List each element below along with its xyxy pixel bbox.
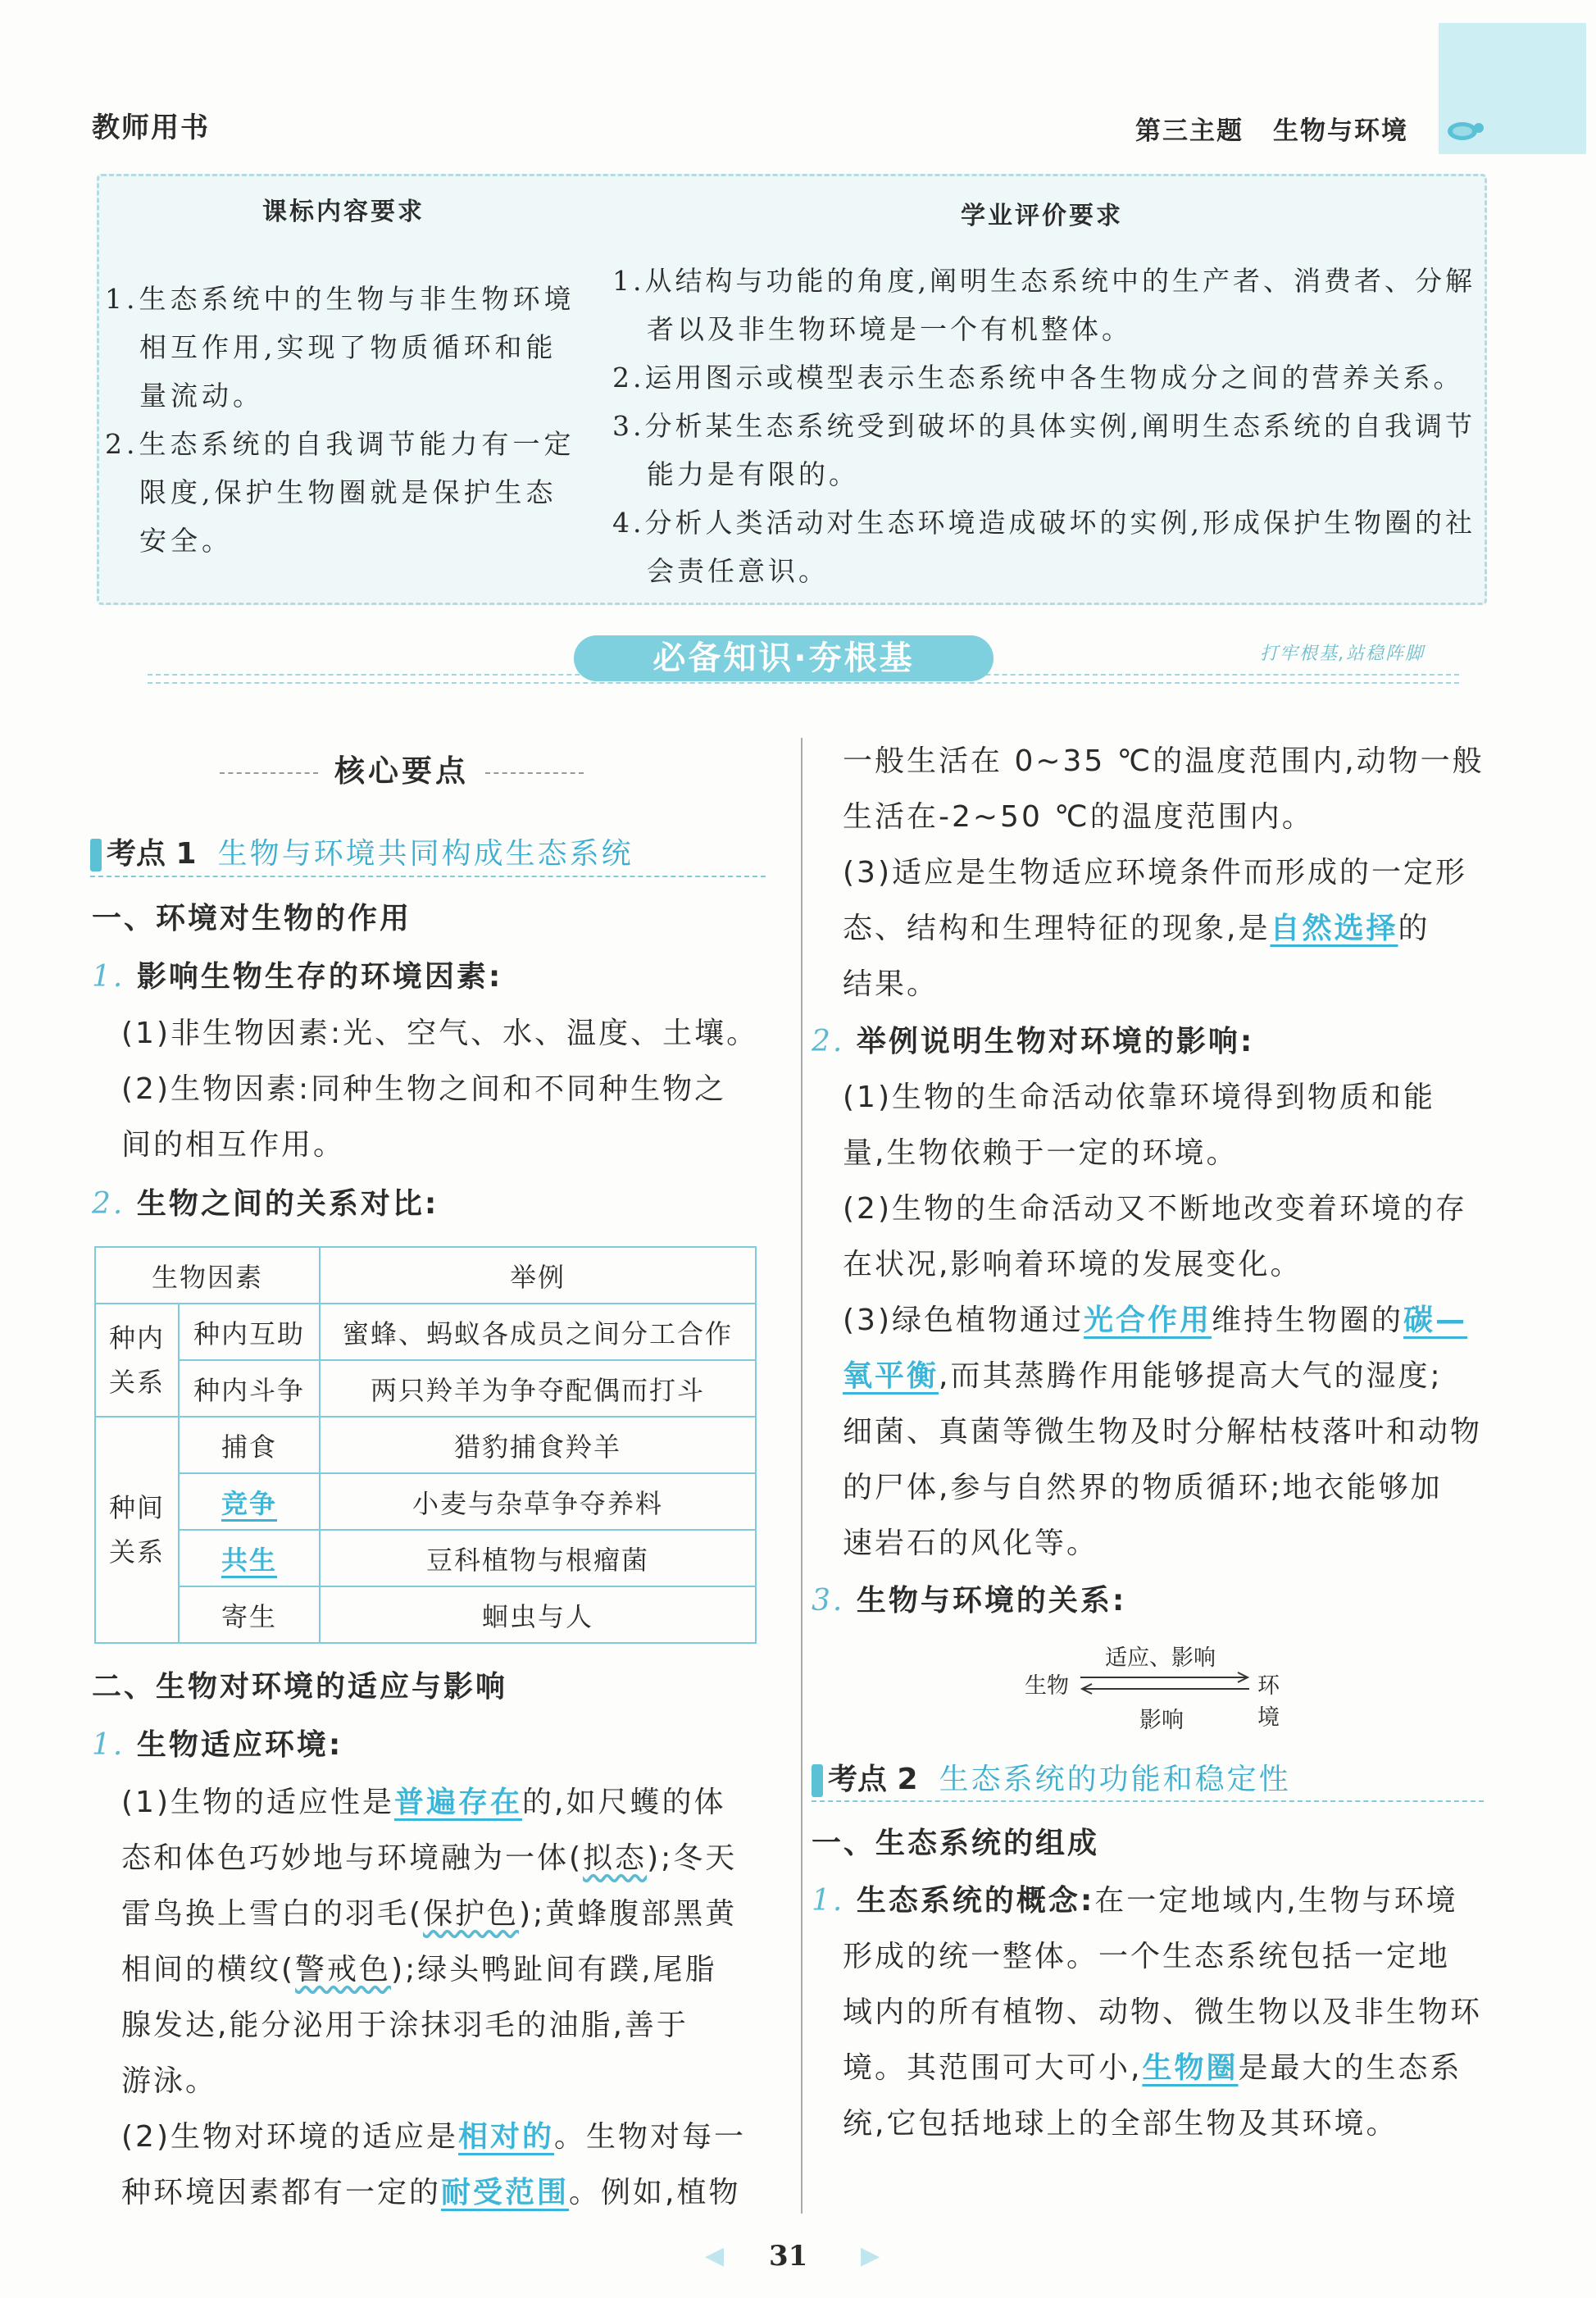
keyword: 光合作用 [1084,1304,1212,1337]
list-item: 2.生态系统的自我调节能力有一定限度,保护生物圈就是保护生态安全。 [105,428,575,557]
paragraph-line: 速岩石的风化等。 [843,1527,1099,1560]
table-row [95,1247,756,1304]
item-heading [812,1018,1254,1060]
text-span: ,而其蒸腾作用能够提高大气的湿度; [939,1359,1443,1393]
diagram-right-label: 环境 [1257,1673,1280,1731]
keyword: 碳— [1403,1304,1468,1337]
item-number: 2. [812,1025,845,1058]
keyword: 耐受范围 [441,2176,570,2209]
table-row [95,1530,756,1586]
paragraph-line: 游泳。 [121,2064,218,2098]
item-number: 1. [92,1728,125,1762]
list-item: 3.分析某生态系统受到破坏的具体实例,阐明生态系统的自我调节能力是有限的。 [612,410,1476,490]
text-span: );冬天 [647,1841,738,1875]
paragraph-line: (2)生物的生命活动又不断地改变着环境的存 [843,1192,1467,1226]
paragraph-line: 一般生活在 0~35 ℃的温度范围内,动物一般 [843,744,1485,778]
kp-marker-icon [90,839,102,871]
paragraph-line: (1)非生物因素:光、空气、水、温度、土壤。 [121,1017,759,1050]
diagram-left-label: 生物 [1025,1673,1069,1699]
table-cell: 寄生 [179,1586,320,1643]
paragraph-line [121,1946,717,1988]
paragraph-line: 细菌、真菌等微生物及时分解枯枝落叶和动物 [843,1415,1483,1449]
kp1-rule [90,876,766,877]
paragraph-line [843,1353,1443,1395]
chapter-label [1135,110,1408,147]
text-span: 是最大的生态系 [1238,2051,1462,2085]
relationship-table [94,1246,757,1644]
paragraph-line: 的尸体,参与自然界的物质循环;地衣能够加 [843,1471,1443,1504]
table-cell: 小麦与杂草争夺养料 [320,1473,756,1530]
text-span: 的 [1398,912,1430,945]
text-span: (1)生物的适应性是 [121,1786,394,1819]
paragraph-line: 腺发达,能分泌用于涂抹羽毛的油脂,善于 [121,2009,689,2042]
text-span: 境。其范围可大可小, [843,2051,1143,2085]
list-item: 1.生态系统中的生物与非生物环境相互作用,实现了物质循环和能量流动。 [105,283,575,412]
kp2-heading [812,1756,1291,1798]
item-title: 影响生物生存的环境因素: [136,960,503,994]
table-group-cell: 种内关系 [95,1304,179,1417]
item-heading [92,1722,343,1763]
theme-label: 第三主题 [1135,116,1244,146]
table-cell-answer: 竞争 [179,1473,320,1530]
paragraph-line: 生活在-2~50 ℃的温度范围内。 [843,800,1314,834]
item-title: 举例说明生物对环境的影响: [856,1025,1255,1058]
paragraph-line: 间的相互作用。 [121,1128,346,1162]
item-number: 3. [812,1584,845,1618]
item-title: 生物与环境的关系: [856,1584,1127,1618]
paragraph-line: 形成的统一整体。一个生态系统包括一定地 [843,1940,1451,1973]
section-heading: 二、生物对环境的适应与影响 [92,1670,508,1704]
table-cell: 豆科植物与根瘤菌 [320,1530,756,1586]
item-title: 生态系统的概念: [856,1884,1095,1918]
table-cell: 蜜蜂、蚂蚁各成员之间分工合作 [320,1304,756,1360]
keyword: 生物圈 [1142,2051,1239,2085]
banner-title: 必备知识·夯根基 [652,639,915,677]
item-heading [812,1577,1126,1619]
paragraph-line [843,905,1430,947]
paragraph-line [121,1835,737,1877]
kp2-title: 生态系统的功能和稳定性 [939,1763,1291,1796]
keyword: 保护色 [423,1897,520,1931]
evaluation-requirements-list [612,257,1480,595]
text-span: 。生物对每一 [554,2120,747,2154]
section-heading: 一、环境对生物的作用 [92,902,412,935]
keyword: 拟态 [583,1841,648,1875]
text-span: (3)绿色植物通过 [843,1304,1084,1337]
item-title: 生物之间的关系对比: [136,1187,439,1221]
item-title: 生物适应环境: [136,1728,343,1762]
keyword: 氧平衡 [843,1359,939,1393]
item-heading [812,1877,1458,1919]
paragraph-line [121,2169,740,2211]
list-item: 1.从结构与功能的角度,阐明生态系统中的生产者、消费者、分解者以及非生物环境是一个有机整体。 [612,265,1476,345]
text-span: 雷鸟换上雪白的羽毛( [121,1897,424,1931]
keyword: 相对的 [458,2120,555,2154]
keyword: 自然选择 [1270,912,1398,945]
curriculum-requirements-title: 课标内容要求 [262,198,425,226]
table-header-cell: 举例 [320,1247,756,1304]
table-group-cell: 种间关系 [95,1417,179,1643]
text-span: );绿头鸭趾间有蹼,尾脂 [391,1953,717,1986]
table-row [95,1304,756,1360]
kp1-heading [90,830,634,872]
table-header-cell: 生物因素 [95,1247,320,1304]
keyword: 普遍存在 [394,1786,523,1819]
evaluation-requirements-title: 学业评价要求 [961,202,1123,230]
table-row [95,1417,756,1473]
kp2-rule [812,1800,1484,1802]
item-number: 2. [92,1187,125,1221]
text-span: (2)生物对环境的适应是 [121,2120,458,2154]
text-span: 在一定地域内,生物与环境 [1094,1884,1458,1918]
text-span: 相间的横纹( [121,1953,296,1986]
kp1-label: 考点 1 [107,837,197,871]
double-arrow-icon [1077,1668,1253,1700]
text-span: 。例如,植物 [569,2176,741,2209]
diagram-top-label: 适应、影响 [1105,1645,1216,1671]
paragraph-line [121,2114,746,2155]
kp2-label: 考点 2 [828,1763,918,1796]
table-cell: 捕食 [179,1417,320,1473]
table-cell: 猎豹捕食羚羊 [320,1417,756,1473]
paragraph-line [121,1891,737,1932]
paragraph-line: 结果。 [843,967,939,1001]
text-span: 态、结构和生理特征的现象,是 [843,912,1271,945]
curriculum-requirements-list [105,275,587,565]
table-cell: 种内互助 [179,1304,320,1360]
list-item: 4.分析人类活动对生态环境造成破坏的实例,形成保护生物圈的社会责任意识。 [612,507,1476,587]
table-cell: 种内斗争 [179,1360,320,1417]
paragraph-line: 量,生物依赖于一定的环境。 [843,1136,1239,1170]
text-span: 种环境因素都有一定的 [121,2176,442,2209]
paragraph-line [843,2045,1462,2086]
diagram-bottom-label: 影响 [1139,1708,1184,1733]
column-divider [801,738,803,2214]
text-span: );黄蜂腹部黑黄 [519,1897,738,1931]
item-heading [92,1181,439,1222]
section-heading: 一、生态系统的组成 [812,1827,1100,1860]
section-banner [574,635,994,681]
paragraph-line [121,1779,725,1821]
text-span: 维持生物圈的 [1212,1304,1404,1337]
turtle-icon [1443,115,1487,143]
table-cell: 两只羚羊为争夺配偶而打斗 [320,1360,756,1417]
table-row [95,1360,756,1417]
relationship-diagram [1025,1640,1287,1733]
table-row [95,1586,756,1643]
paragraph-line: 统,它包括地球上的全部生物及其环境。 [843,2107,1398,2141]
book-label: 教师用书 [92,111,210,144]
paragraph-line: (3)适应是生物适应环境条件而形成的一定形 [843,856,1467,890]
paragraph-line: 在状况,影响着环境的发展变化。 [843,1248,1303,1281]
item-number: 1. [92,960,125,994]
kp1-title: 生物与环境共同构成生态系统 [217,837,634,871]
item-heading [92,953,502,995]
banner-slogan: 打牢根基,站稳阵脚 [1260,644,1425,664]
table-cell: 蛔虫与人 [320,1586,756,1643]
table-row [95,1473,756,1530]
paragraph-line: (1)生物的生命活动依靠环境得到物质和能 [843,1081,1435,1114]
paragraph-line [843,1297,1467,1339]
prev-page-arrow-icon: ◀ [705,2241,725,2270]
kp-marker-icon [812,1764,823,1797]
text-span: 态和体色巧妙地与环境融为一体( [121,1841,584,1875]
keyword: 警戒色 [295,1953,392,1986]
list-item: 2.运用图示或模型表示生态系统中各生物成分之间的营养关系。 [612,362,1464,394]
paragraph-line: (2)生物因素:同种生物之间和不同种生物之 [121,1072,727,1106]
item-number: 1. [812,1884,845,1918]
next-page-arrow-icon: ▶ [861,2241,880,2270]
core-points-heading: 核心要点 [131,746,672,790]
table-cell-answer: 共生 [179,1530,320,1586]
page-number: 31 [769,2240,808,2273]
paragraph-line: 域内的所有植物、动物、微生物以及非生物环 [843,1995,1483,2029]
topic-label: 生物与环境 [1273,116,1408,146]
text-span: 的,如尺蠖的体 [522,1786,726,1819]
